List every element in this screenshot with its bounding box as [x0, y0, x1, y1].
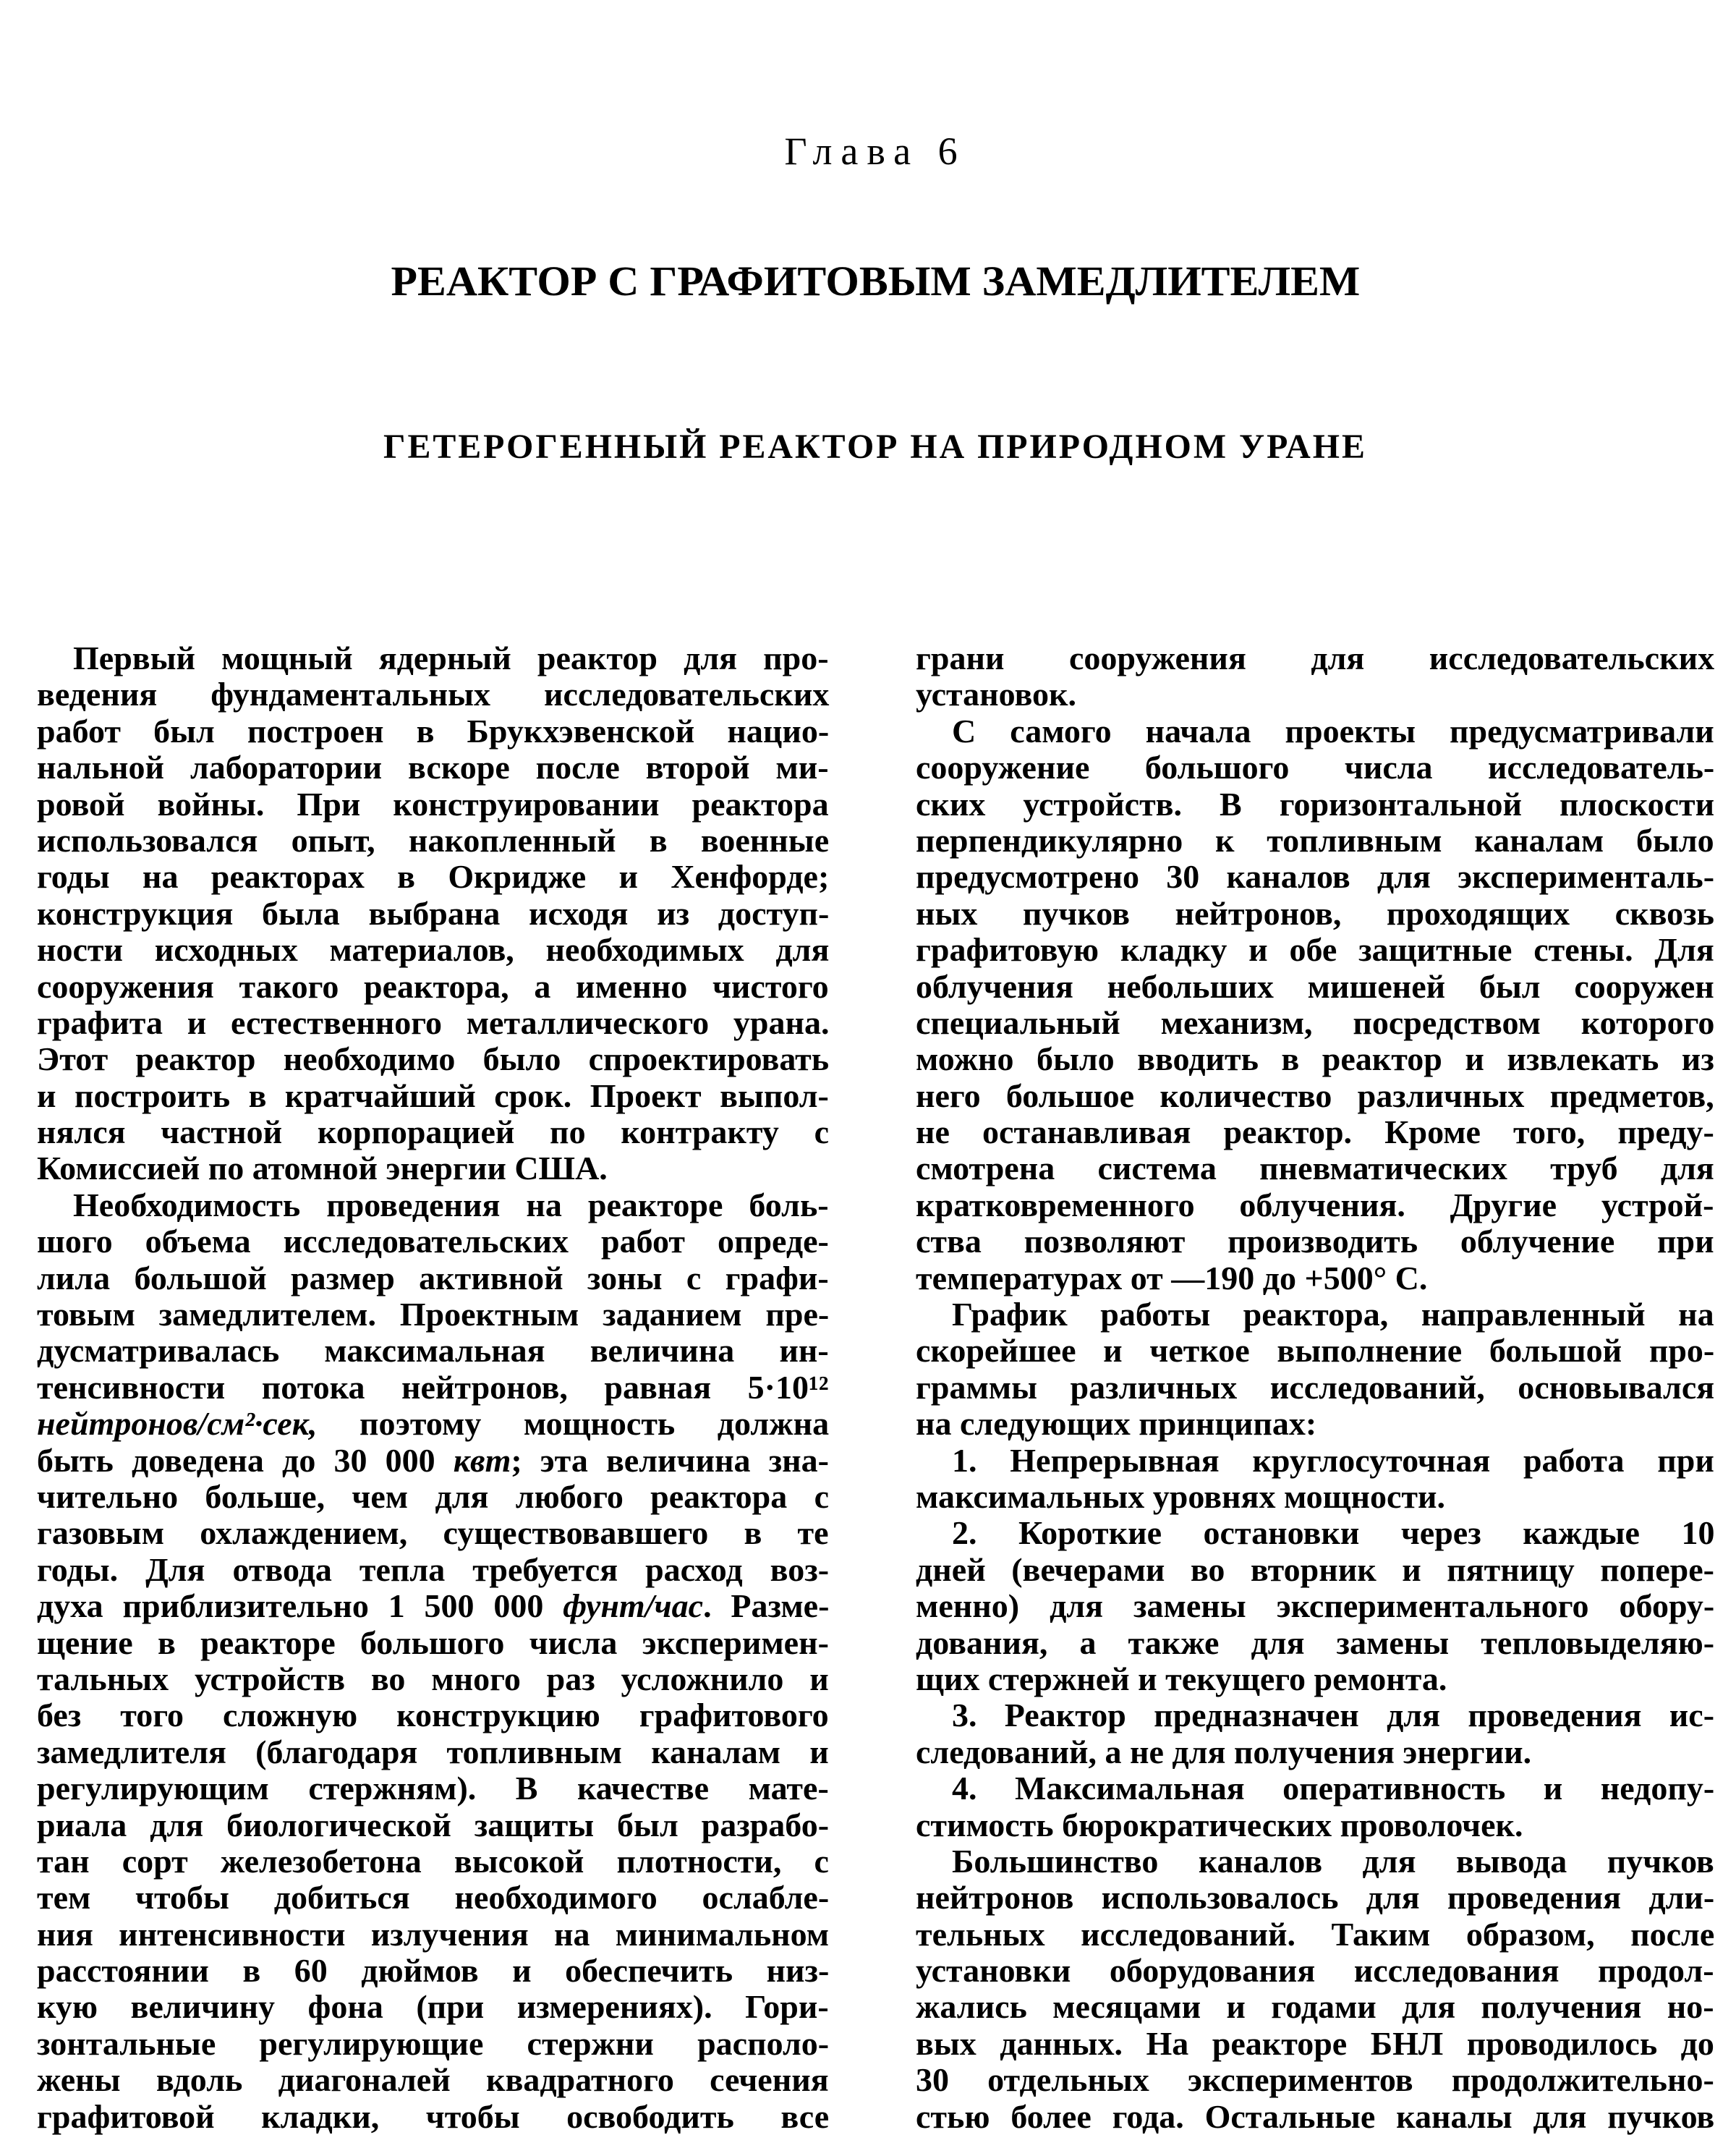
text-line: [916, 640, 1714, 676]
text-line-content: стимость бюрократических проволочек.: [916, 1806, 1523, 1843]
text-line: [916, 1114, 1714, 1150]
chapter-title-text: РЕАКТОР С ГРАФИТОВЫМ ЗАМЕДЛИТЕЛЕМ: [391, 258, 1360, 305]
text-line: [916, 750, 1714, 786]
text-line: [916, 969, 1714, 1005]
text-line-content: нялся частной корпорацией по контракту с: [37, 1113, 830, 1151]
text-line-content: использовался опыт, накопленный в военные: [37, 821, 830, 859]
text-line-content: тенсивности потока нейтронов, равная 5·10¹²: [37, 1368, 829, 1406]
text-line: [916, 2062, 1714, 2098]
text-line-content: грани сооружения для исследовательских: [916, 640, 1715, 676]
text-line: [37, 2026, 829, 2062]
text-line: [916, 932, 1714, 968]
text-line: [37, 1223, 829, 1260]
text-line: [916, 1296, 1714, 1333]
text-line-content: сооружение большого числа исследователь-: [916, 749, 1715, 786]
chapter-heading: [0, 129, 1736, 174]
text-line-content: шого объема исследовательских работ опреде-: [37, 1223, 829, 1260]
text-line: [916, 786, 1714, 823]
text-line: [916, 1625, 1714, 1661]
text-line-content: щих стержней и текущего ремонта.: [916, 1660, 1447, 1697]
text-line: [916, 859, 1714, 895]
text-line-content: 3. Реактор предназначен для проведения ис-: [952, 1697, 1715, 1734]
text-line-content: товым замедлителем. Проектным заданием пре-: [37, 1296, 830, 1333]
text-line: [916, 1223, 1714, 1260]
text-line-content: тем чтобы добиться необходимого ослабле-: [37, 1879, 830, 1917]
text-line: [37, 713, 829, 750]
text-line: [37, 1515, 829, 1551]
text-line-content: [37, 1406, 829, 1442]
text-line-content: газовым охлаждением, существовавшего в те: [37, 1514, 829, 1552]
text-line: [37, 1807, 829, 1843]
text-line: [916, 1443, 1714, 1479]
text-line-content: граммы различных исследований, основывался: [916, 1368, 1715, 1406]
text-line: [916, 1479, 1714, 1515]
text-line: [37, 969, 829, 1005]
text-line: [37, 1588, 829, 1624]
text-line: [916, 823, 1714, 859]
text-segment: духа приблизительно 1 500 000: [37, 1587, 563, 1625]
text-line: [37, 1187, 829, 1223]
text-line: [37, 2099, 829, 2135]
text-line-content: чительно больше, чем для любого реактора с: [37, 1477, 830, 1515]
italic-text: квт: [453, 1441, 511, 1479]
text-line-content: температурах от —190 до +500° С.: [916, 1259, 1428, 1296]
text-line: [37, 1953, 829, 1989]
text-line-content: График работы реактора, направленный на: [952, 1296, 1714, 1333]
text-line: [37, 1114, 829, 1150]
text-line-content: него большое количество различных предметов,: [916, 1077, 1714, 1114]
text-line: [37, 896, 829, 932]
text-line-content: смотрена система пневматических труб для: [916, 1150, 1714, 1187]
text-line: [37, 859, 829, 895]
text-line-content: 1. Непрерывная круглосуточная работа при: [952, 1441, 1714, 1479]
text-line-content: тан сорт железобетона высокой плотности, с: [37, 1842, 829, 1880]
text-line-content: 4. Максимальная оперативность и недопу-: [952, 1770, 1715, 1807]
text-line-content: дусматривалась максимальная величина ин-: [37, 1332, 829, 1370]
text-line: [37, 1406, 829, 1442]
text-segment: поэтому мощность должна: [317, 1405, 830, 1443]
text-line-content: работ был построен в Брукхэвенской нацио-: [37, 712, 830, 750]
text-line-content: без того сложную конструкцию графитового: [37, 1697, 829, 1734]
text-line-content: Необходимость проведения на реакторе боль-: [73, 1186, 829, 1223]
text-line-content: 2. Короткие остановки через каждые 10: [952, 1514, 1715, 1552]
text-line-content: риала для биологической защиты был разрабо-: [37, 1806, 830, 1843]
text-line: [916, 1588, 1714, 1624]
text-line-content: графита и естественного металлического урана.: [37, 1003, 830, 1041]
text-line: [916, 1880, 1714, 1916]
text-line-content: кратковременного облучения. Другие устрой-: [916, 1186, 1714, 1223]
text-line-content: ства позволяют производить облучение при: [916, 1223, 1714, 1260]
text-line-content: ния интенсивности излучения на минимальном: [37, 1915, 830, 1953]
text-segment: ; эта величина зна-: [511, 1441, 829, 1479]
text-line-content: вых данных. На реакторе БНЛ проводилось до: [916, 2024, 1714, 2062]
text-line-content: максимальных уровнях мощности.: [916, 1477, 1446, 1515]
text-line-content: жены вдоль диагоналей квадратного сечения: [37, 2061, 829, 2099]
text-line-content: Большинство каналов для вывода пучков: [952, 1842, 1714, 1880]
text-line: [916, 1260, 1714, 1296]
text-segment: быть доведена до 30 000: [37, 1441, 454, 1479]
text-line-content: дования, а также для замены тепловыделяю-: [916, 1623, 1715, 1661]
chapter-title: [0, 257, 1736, 305]
text-line: [916, 1770, 1714, 1807]
text-line-content: зонтальные регулирующие стержни располо-: [37, 2024, 830, 2062]
text-line: [37, 1370, 829, 1406]
text-line: [916, 1953, 1714, 1989]
text-line: [916, 676, 1714, 713]
section-title-text: ГЕТЕРОГЕННЫЙ РЕАКТОР НА ПРИРОДНОМ УРАНЕ: [383, 428, 1367, 466]
text-column-left: [37, 640, 829, 2135]
text-line-content: установок.: [916, 676, 1077, 713]
text-line-content: расстоянии в 60 дюймов и обеспечить низ-: [37, 1952, 830, 1990]
text-line: [916, 1661, 1714, 1697]
text-line: [37, 750, 829, 786]
text-line-content: менно) для замены экспериментального обору-: [916, 1587, 1715, 1625]
text-line: [916, 1187, 1714, 1223]
text-line: [37, 1296, 829, 1333]
text-line: [916, 1843, 1714, 1880]
text-line: [37, 1552, 829, 1588]
section-title: [0, 427, 1736, 467]
text-line-content: ных пучков нейтронов, проходящих сквозь: [916, 894, 1714, 932]
text-line-content: годы на реакторах в Окридже и Хенфорде;: [37, 858, 830, 896]
text-line: [916, 1150, 1714, 1187]
text-line: [916, 1406, 1714, 1442]
text-segment: . Разме-: [703, 1587, 830, 1625]
text-line: [37, 1625, 829, 1661]
text-line-content: Комиссией по атомной энергии США.: [37, 1150, 608, 1187]
text-line: [37, 640, 829, 676]
text-line-content: тельных исследований. Таким образом, после: [916, 1915, 1715, 1953]
text-line: [916, 1041, 1714, 1077]
text-line-content: лила большой размер активной зоны с графи-: [37, 1259, 829, 1296]
text-line-content: сооружения такого реактора, а именно чистого: [37, 967, 829, 1005]
text-line-content: дней (вечерами во вторник и пятницу попере-: [916, 1550, 1714, 1588]
text-line: [37, 1479, 829, 1515]
text-line: [916, 1333, 1714, 1369]
text-line: [37, 1770, 829, 1807]
text-line-content: на следующих принципах:: [916, 1405, 1317, 1443]
text-line: [916, 1917, 1714, 1953]
text-line: [37, 676, 829, 713]
text-line-content: и построить в кратчайший срок. Проект выпол-: [37, 1077, 829, 1114]
text-line-content: перпендикулярно к топливным каналам было: [916, 821, 1714, 859]
text-line-content: ности исходных материалов, необходимых для: [37, 931, 830, 969]
text-line-content: нейтронов использовалось для проведения дли-: [916, 1879, 1715, 1917]
text-line: [37, 1333, 829, 1369]
text-line: [916, 2099, 1714, 2135]
text-line: [916, 1989, 1714, 2025]
text-line-content: стью более года. Остальные каналы для пучков: [916, 2097, 1715, 2135]
text-line-content: конструкция была выбрана исходя из доступ-: [37, 894, 830, 932]
text-line-content: щение в реакторе большого числа эксперимен-: [37, 1623, 829, 1661]
chapter-number: Глава 6: [784, 130, 966, 173]
text-line-content: жались месяцами и годами для получения но-: [916, 1988, 1714, 2026]
text-line: [37, 1989, 829, 2025]
text-line: [37, 1880, 829, 1916]
text-line-content: кую величину фона (при измерениях). Гори-: [37, 1988, 829, 2026]
text-line-content: скорейшее и четкое выполнение большой про-: [916, 1332, 1715, 1370]
text-line: [37, 1661, 829, 1697]
text-line: [37, 1005, 829, 1041]
text-line: [37, 1260, 829, 1296]
text-line-content: не останавливая реактор. Кроме того, преду-: [916, 1113, 1714, 1151]
text-line-content: 30 отдельных экспериментов продолжительно-: [916, 2061, 1714, 2099]
text-line: [916, 2026, 1714, 2062]
text-line-content: [37, 1443, 829, 1479]
text-line: [37, 823, 829, 859]
text-line-content: замедлителя (благодаря топливным каналам и: [37, 1733, 829, 1770]
text-line-content: облучения небольших мишеней был сооружен: [916, 967, 1714, 1005]
text-line-content: тальных устройств во много раз усложнило и: [37, 1660, 829, 1697]
text-line-content: ских устройств. В горизонтальной плоскости: [916, 785, 1715, 823]
text-line-content: годы. Для отвода тепла требуется расход воз-: [37, 1550, 830, 1588]
text-line-content: Первый мощный ядерный реактор для про-: [73, 640, 829, 676]
text-line-content: ведения фундаментальных исследовательских: [37, 676, 830, 713]
text-line: [916, 1370, 1714, 1406]
text-line: [916, 1078, 1714, 1114]
text-line: [37, 1078, 829, 1114]
text-line-content: специальный механизм, посредством которого: [916, 1003, 1715, 1041]
text-line-content: регулирующим стержням). В качестве мате-: [37, 1770, 829, 1807]
text-line: [37, 932, 829, 968]
text-line: [916, 1515, 1714, 1551]
text-line: [916, 1005, 1714, 1041]
text-line-content: графитовой кладки, чтобы освободить все: [37, 2097, 830, 2135]
text-line: [37, 1150, 829, 1187]
text-line-content: [37, 1588, 829, 1624]
text-line: [37, 1443, 829, 1479]
text-line: [916, 1697, 1714, 1733]
text-line: [37, 1041, 829, 1077]
text-line: [916, 896, 1714, 932]
text-line-content: С самого начала проекты предусматривали: [952, 712, 1714, 750]
italic-text: нейтронов/см²·сек,: [37, 1405, 318, 1443]
text-line-content: установки оборудования исследования продол-: [916, 1952, 1714, 1990]
text-line: [916, 1734, 1714, 1770]
text-line-content: Этот реактор необходимо было спроектировать: [37, 1040, 830, 1078]
text-line: [916, 713, 1714, 750]
text-line: [37, 1697, 829, 1733]
text-line-content: графитовую кладку и обе защитные стены. Для: [916, 931, 1714, 969]
italic-text: фунт/час: [563, 1587, 704, 1625]
text-line: [37, 1917, 829, 1953]
text-line-content: предусмотрено 30 каналов для эксперименталь-: [916, 858, 1715, 896]
text-line: [916, 1807, 1714, 1843]
text-column-right: [916, 640, 1714, 2135]
text-line: [37, 2062, 829, 2098]
text-line: [916, 1552, 1714, 1588]
text-line-content: нальной лаборатории вскоре после второй ми-: [37, 749, 829, 786]
text-line-content: следований, а не для получения энергии.: [916, 1733, 1532, 1770]
text-line: [37, 1734, 829, 1770]
text-line: [37, 1843, 829, 1880]
text-line-content: можно было вводить в реактор и извлекать из: [916, 1040, 1714, 1078]
text-line: [37, 786, 829, 823]
text-line-content: ровой войны. При конструировании реактора: [37, 785, 829, 823]
